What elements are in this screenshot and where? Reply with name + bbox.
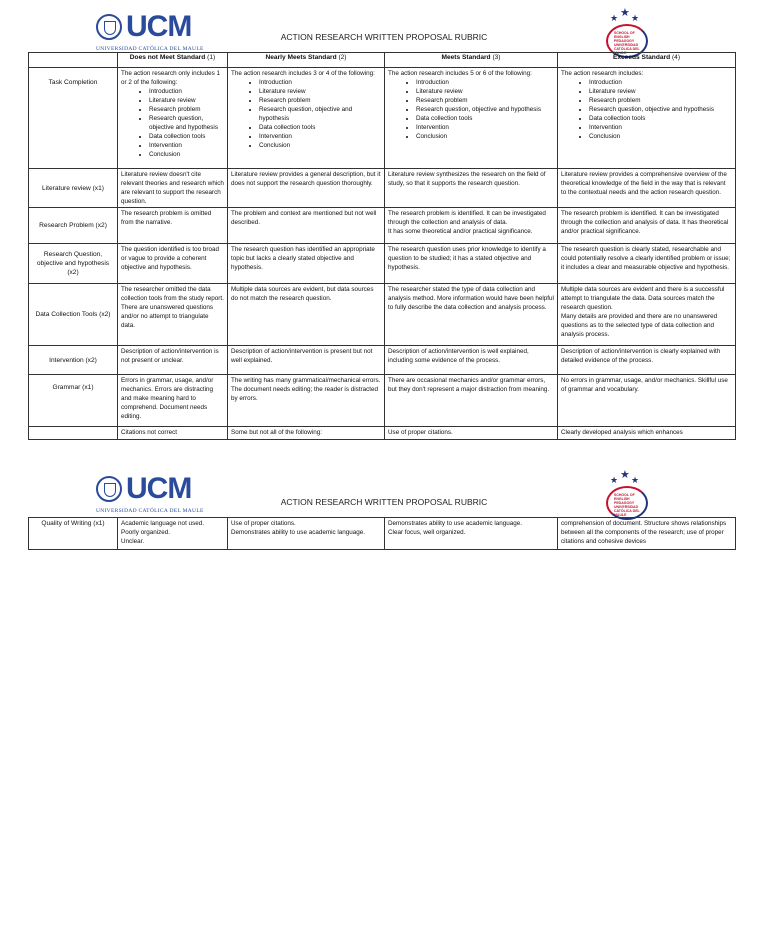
column-header: Does not Meet Standard (1) xyxy=(118,53,228,68)
rubric-cell: Multiple data sources are evident, but data sources do not match the research question. xyxy=(228,284,385,346)
table-row xyxy=(29,68,736,169)
column-header: Meets Standard (3) xyxy=(385,53,558,68)
rubric-cell: No errors in grammar, usage, and/or mechanics. Skillful use of grammar and vocabulary. xyxy=(558,375,736,427)
ucm-logo xyxy=(96,12,206,56)
rubric-cell: Use of proper citations. Demonstrates ability to use academic language. xyxy=(228,518,385,550)
rubric-cell: Description of action/intervention is clearly explained with detailed evidence of the process. xyxy=(558,346,736,375)
header-cell-empty xyxy=(29,53,118,68)
criterion-cell: Grammar (x1) xyxy=(29,375,118,427)
rubric-table xyxy=(28,52,736,440)
rubric-cell: The problem and context are mentioned but not well described. xyxy=(228,208,385,244)
criterion-cell: Research Question, objective and hypothesis (x2) xyxy=(29,244,118,284)
ucm-logo xyxy=(96,474,206,518)
school-logo-text: SCHOOL OF ENGLISH PEDAGOGY UNIVERSIDAD CATÓLICA DEL MAULE xyxy=(614,31,640,55)
ucm-logo-subtext: UNIVERSIDAD CATÓLICA DEL MAULE xyxy=(96,46,204,52)
rubric-cell: Errors in grammar, usage, and/or mechanics. Errors are distracting and make meaning hard to comprehend. Document needs editing. xyxy=(118,375,228,427)
rubric-cell: The action research only includes 1 or 2 of the following: • Introduction • Literature review • Research problem • Research question, objective and hypothesis • Data collection tools • Intervention • Conclusion xyxy=(118,68,228,169)
criterion-cell: Literature review (x1) xyxy=(29,169,118,208)
ucm-logo-subtext: UNIVERSIDAD CATÓLICA DEL MAULE xyxy=(96,508,204,514)
criterion-cell xyxy=(29,427,118,440)
rubric-cell: Literature review provides a general description, but it does not support the research question thoroughly. xyxy=(228,169,385,208)
rubric-cell: The question identified is too broad or vague to provide a coherent objective and hypothesis. xyxy=(118,244,228,284)
table-header-row xyxy=(29,53,736,68)
rubric-cell: Some but not all of the following: xyxy=(228,427,385,440)
rubric-cell: Description of action/intervention is well explained, including some evidence of the process. xyxy=(385,346,558,375)
ucm-logo-text: UCM xyxy=(126,10,192,43)
table-row xyxy=(29,244,736,284)
rubric-cell: Academic language not used. Poorly organized. Unclear. xyxy=(118,518,228,550)
star-icon: ★ xyxy=(610,13,619,23)
rubric-cell: Description of action/intervention is not present or unclear. xyxy=(118,346,228,375)
rubric-cell: Literature review provides a comprehensive overview of the theoretical knowledge of the field in the way that is relevant to the contextual needs and the action research question. xyxy=(558,169,736,208)
criterion-cell: Quality of Writing (x1) xyxy=(29,518,118,550)
table-row xyxy=(29,169,736,208)
rubric-cell: comprehension of document. Structure shows relationships between all the components of the research; use of proper citations and cohesive devices xyxy=(558,518,736,550)
column-header: Nearly Meets Standard (2) xyxy=(228,53,385,68)
school-logo xyxy=(604,469,652,520)
rubric-cell: The researcher stated the type of data collection and analysis method. More information would have been helpful to fully describe the data collection and analysis process. xyxy=(385,284,558,346)
ucm-logo-text: UCM xyxy=(126,472,192,505)
page-title: ACTION RESEARCH WRITTEN PROPOSAL RUBRIC xyxy=(280,32,488,42)
rubric-cell: Multiple data sources are evident and there is a successful attempt to triangulate the data. Data sources match the research question. Many details are provided and there are no unanswered questions as to the selected type of data collection and analysis process. xyxy=(558,284,736,346)
rubric-cell: The researcher omitted the data collection tools from the study report. There are unanswered questions and/or no attempt to triangulate data. xyxy=(118,284,228,346)
ucm-seal-icon xyxy=(96,14,122,40)
rubric-cell: The research problem is omitted from the narrative. xyxy=(118,208,228,244)
table-row xyxy=(29,284,736,346)
rubric-cell: The writing has many grammatical/mechanical errors. The document needs editing; the reader is distracted by errors. xyxy=(228,375,385,427)
table-row xyxy=(29,375,736,427)
table-row xyxy=(29,346,736,375)
rubric-cell: The research problem is identified. It can be investigated through the collection and analysis of data. It has theoretical and/or practical significance. xyxy=(558,208,736,244)
rubric-cell: Description of action/intervention is present but not well explained. xyxy=(228,346,385,375)
criterion-cell: Data Collection Tools (x2) xyxy=(29,284,118,346)
school-logo-text: SCHOOL OF ENGLISH PEDAGOGY UNIVERSIDAD CATÓLICA DEL MAULE xyxy=(614,493,640,517)
rubric-cell: The research problem is identified. It can be investigated through the collection and analysis of data. It has some theoretical and/or practical significance. xyxy=(385,208,558,244)
rubric-cell: The action research includes 3 or 4 of the following: • Introduction • Literature review • Research problem • Research question, objective and hypothesis • Data collection tools • Intervention • Conclusion xyxy=(228,68,385,169)
star-icon: ★ xyxy=(620,469,630,481)
table-row xyxy=(29,208,736,244)
star-icon: ★ xyxy=(610,475,619,485)
rubric-cell: The research question has identified an appropriate topic but lacks a clearly stated objective and hypothesis. xyxy=(228,244,385,284)
rubric-cell: Use of proper citations. xyxy=(385,427,558,440)
star-icon: ★ xyxy=(631,13,640,23)
rubric-cell: Literature review synthesizes the research on the field of study, so that it supports the research question. xyxy=(385,169,558,208)
rubric-cell: The research question uses prior knowledge to identify a question to be studied; it has a stated objective and hypothesis. xyxy=(385,244,558,284)
criterion-cell: Intervention (x2) xyxy=(29,346,118,375)
star-icon: ★ xyxy=(620,7,630,19)
rubric-cell: Citations not correct xyxy=(118,427,228,440)
rubric-table-continued xyxy=(28,517,736,550)
rubric-cell: The action research includes: • Introduction • Literature review • Research problem • Research question, objective and hypothesis • Data collection tools • Intervention • Conclusion xyxy=(558,68,736,169)
rubric-cell: Clearly developed analysis which enhances xyxy=(558,427,736,440)
page-title: ACTION RESEARCH WRITTEN PROPOSAL RUBRIC xyxy=(280,497,488,507)
table-row xyxy=(29,518,736,550)
criterion-cell: Task Completion xyxy=(29,68,118,169)
ucm-seal-icon xyxy=(96,476,122,502)
rubric-cell: Literature review doesn't cite relevant theories and research which are relevant to support the research question. xyxy=(118,169,228,208)
rubric-cell: The research question is clearly stated, researchable and could potentially resolve a clearly identified problem or issue; it includes a clear and measurable objective and hypothesis. xyxy=(558,244,736,284)
rubric-cell: There are occasional mechanics and/or grammar errors, but they don't represent a major distraction from meaning. xyxy=(385,375,558,427)
star-icon: ★ xyxy=(631,475,640,485)
rubric-cell: Demonstrates ability to use academic language. Clear focus, well organized. xyxy=(385,518,558,550)
table-row xyxy=(29,427,736,440)
rubric-cell: The action research includes 5 or 6 of the following: • Introduction • Literature review • Research problem • Research question, objective and hypothesis • Data collection tools • Intervention • Conclusion xyxy=(385,68,558,169)
page2-header xyxy=(0,469,768,520)
criterion-cell: Research Problem (x2) xyxy=(29,208,118,244)
column-header: Exceeds Standard (4) xyxy=(558,53,736,68)
